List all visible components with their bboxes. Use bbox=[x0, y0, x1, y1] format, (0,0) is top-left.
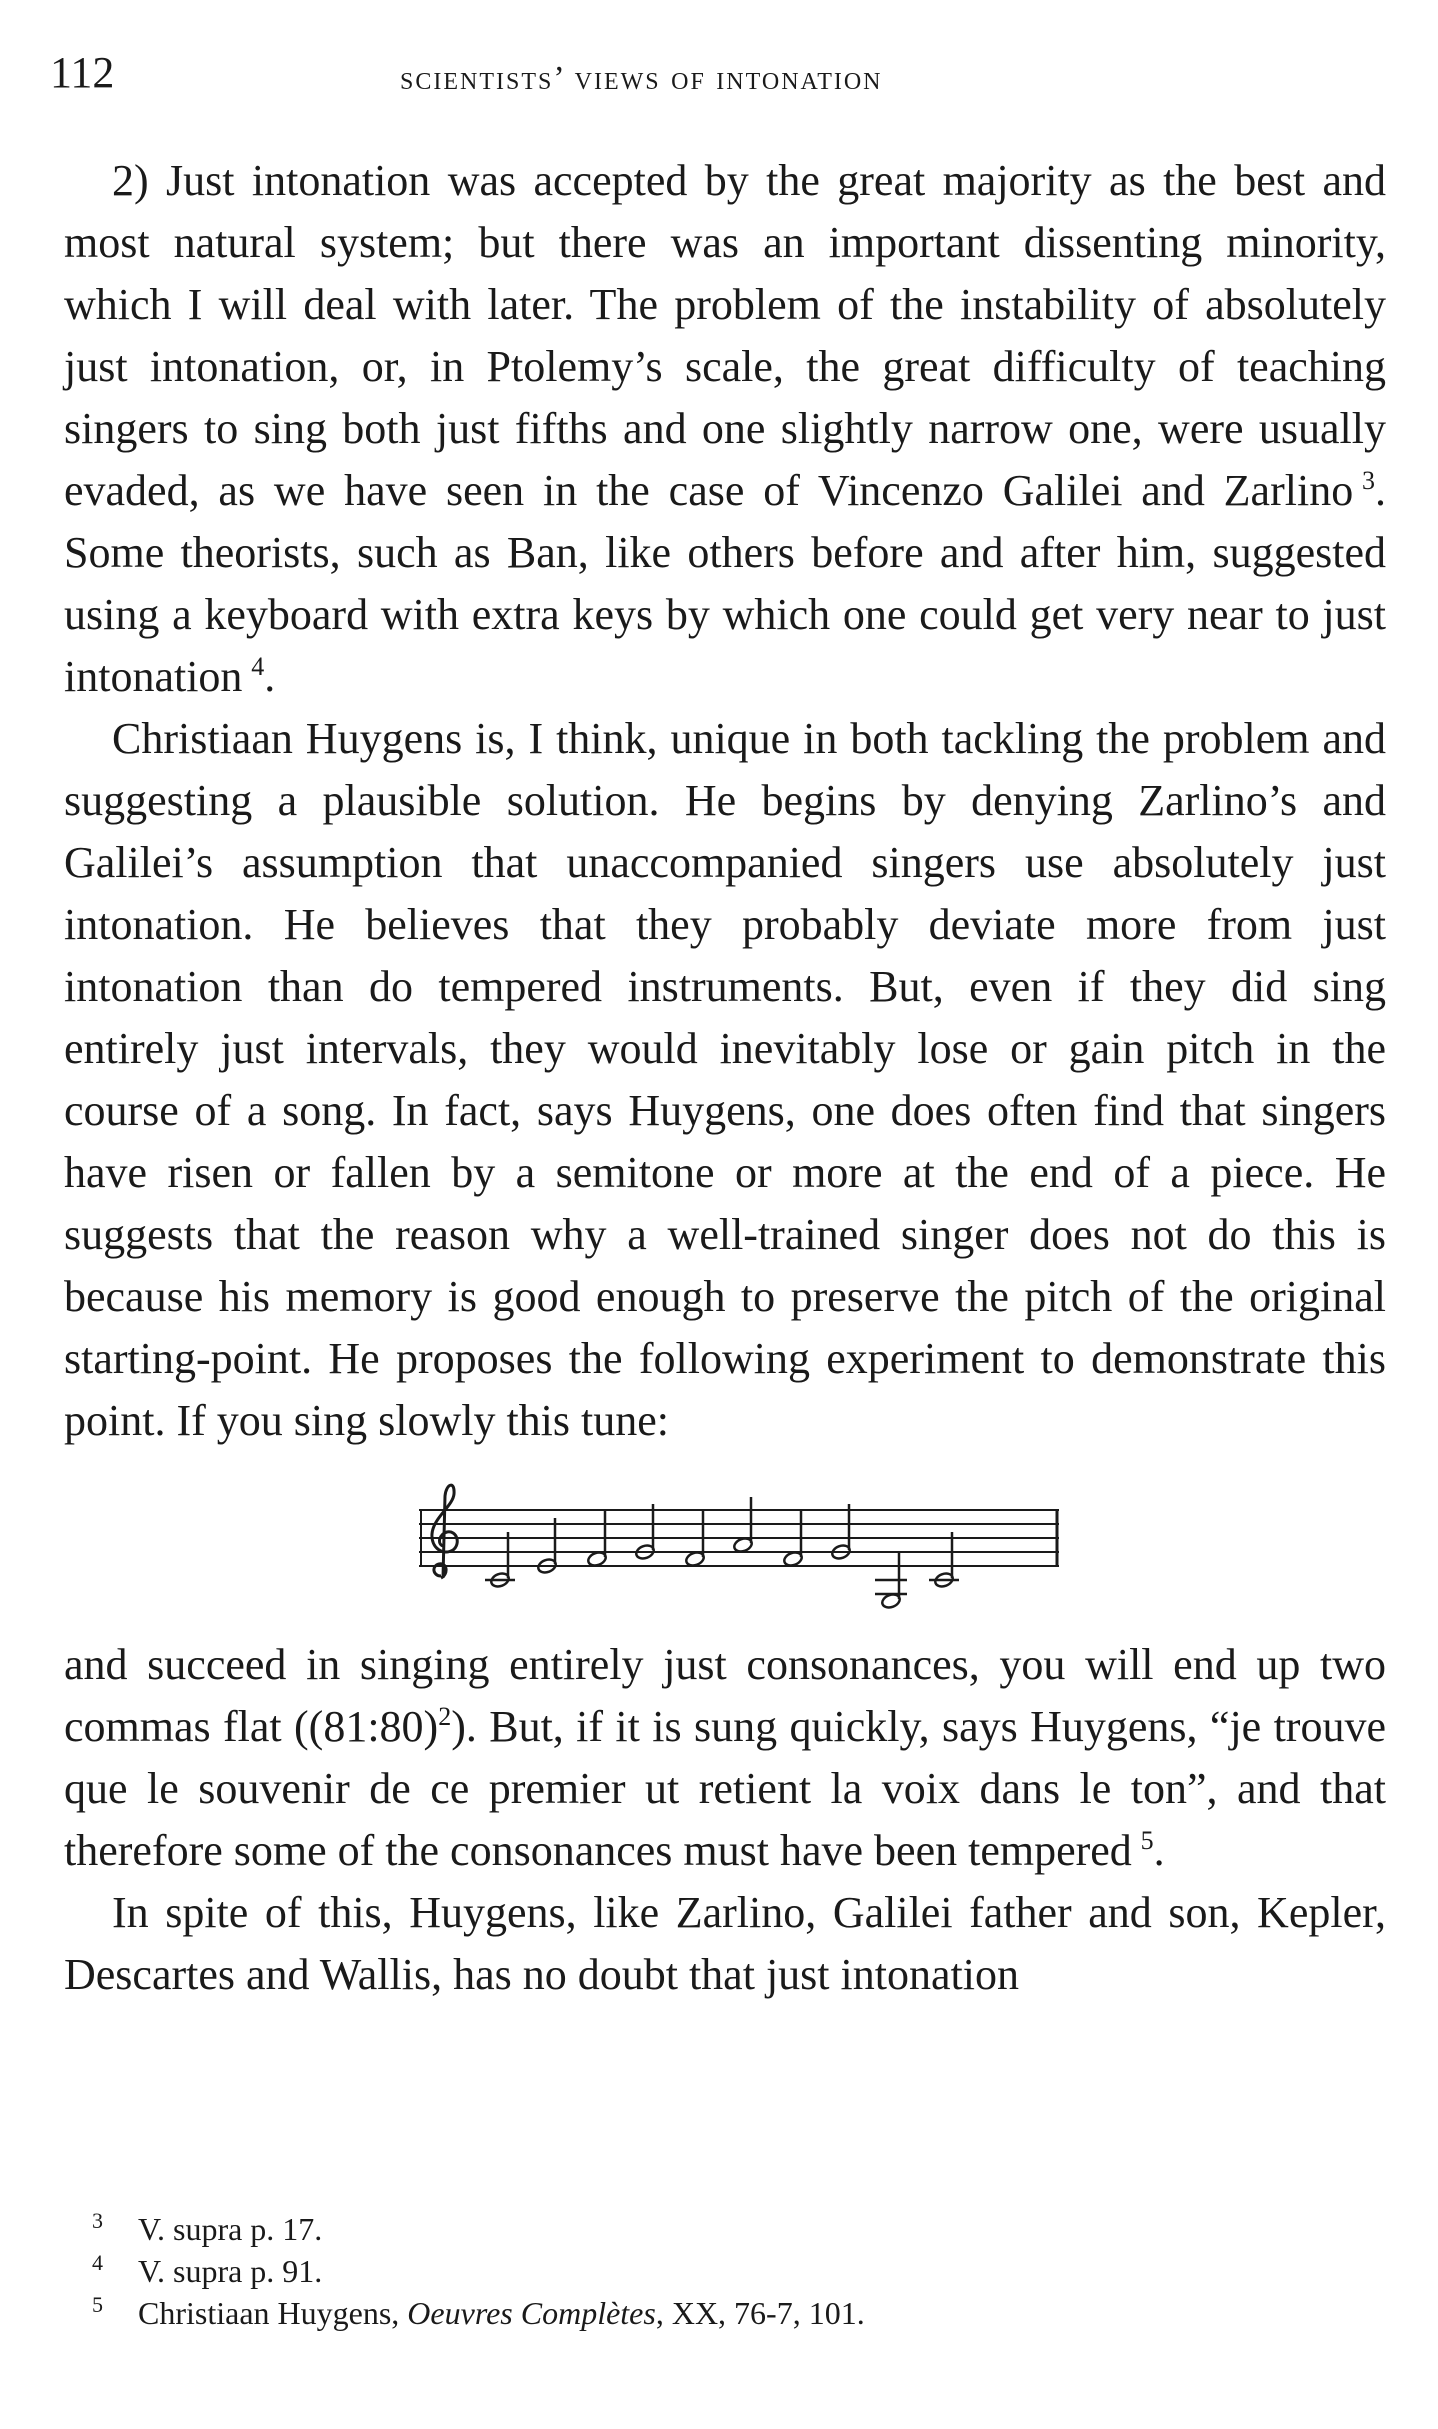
footnotes bbox=[92, 2208, 1292, 2334]
footnote-text: Christiaan Huygens, bbox=[138, 2295, 408, 2331]
music-staff-figure bbox=[419, 1466, 1059, 1616]
paragraph-text: 2) Just intonation was accepted by the great majority as the best and most natural system; but there was an important dissenting minority, which I will deal with later. The problem of the instability of absolutely just intonation, or, in Ptolemy’s scale, the great difficulty of teaching singers to sing both just fifths and one slightly narrow one, were usually evaded, as we have seen in the case of Vincenzo Galilei and Zarlino bbox=[64, 156, 1386, 515]
paragraph-text: and succeed in singing entirely just consonances, you will end up two commas flat ((81:80) bbox=[64, 1640, 1386, 1751]
music-example bbox=[64, 1466, 1386, 1616]
footnote-text: V. supra p. 91. bbox=[138, 2253, 323, 2289]
footnote-ref: 4 bbox=[251, 652, 265, 681]
paragraph-text: ). But, if it is sung quickly, says Huygens, “je trouve que le souvenir de ce premier ut retient la voix dans le ton”, and that therefore some of the consonances must have been tempered bbox=[64, 1702, 1386, 1875]
paragraph-text: . Some theorists, such as Ban, like others before and after him, suggested using a keyboard with extra keys by which one could get very near to just intonation bbox=[64, 466, 1386, 701]
footnote-text: , XX, 76-7, 101. bbox=[655, 2295, 865, 2331]
paragraph-text: . bbox=[1153, 1826, 1165, 1875]
body-text bbox=[64, 150, 1386, 2006]
paragraph-consonances bbox=[64, 1634, 1386, 1882]
page-number: 112 bbox=[50, 48, 115, 97]
running-head: scientists’ views of intonation bbox=[400, 60, 883, 97]
footnote bbox=[92, 2250, 1292, 2292]
footnote-number: 5 bbox=[92, 2292, 103, 2317]
footnote bbox=[92, 2292, 1292, 2334]
paragraph-text: . bbox=[264, 652, 276, 701]
paragraph-just-intonation bbox=[64, 150, 1386, 708]
page-header bbox=[50, 38, 1390, 108]
footnote-number: 3 bbox=[92, 2208, 103, 2233]
paragraph-huygens: Christiaan Huygens is, I think, unique in both tackling the problem and suggesting a plausible solution. He begins by denying Zarlino’s and Galilei’s assumption that unaccompanied singers use absolutely just intonation. He believes that they probably deviate more from just intonation than do tempered instruments. But, even if they did sing entirely just intervals, they would inevitably lose or gain pitch in the course of a song. In fact, says Huygens, one does often find that singers have risen or fallen by a semitone or more at the end of a piece. He suggests that the reason why a well-trained singer does not do this is because his memory is good enough to preserve the pitch of the original starting-point. He proposes the following experiment to demonstrate this point. If you sing slowly this tune: bbox=[64, 714, 1386, 1445]
footnote-number: 4 bbox=[92, 2250, 103, 2275]
treble-clef-icon bbox=[432, 1485, 457, 1578]
footnote-title: Oeuvres Complètes bbox=[407, 2295, 656, 2331]
footnote bbox=[92, 2208, 1292, 2250]
footnote-ref: 5 bbox=[1140, 1826, 1154, 1855]
footnote-ref: 3 bbox=[1362, 466, 1375, 495]
exponent: 2 bbox=[438, 1702, 452, 1731]
footnote-text: V. supra p. 17. bbox=[138, 2211, 323, 2247]
paragraph-in-spite: In spite of this, Huygens, like Zarlino, Galilei father and son, Kepler, Descartes and Wallis, has no doubt that just intonation bbox=[64, 1888, 1386, 1999]
